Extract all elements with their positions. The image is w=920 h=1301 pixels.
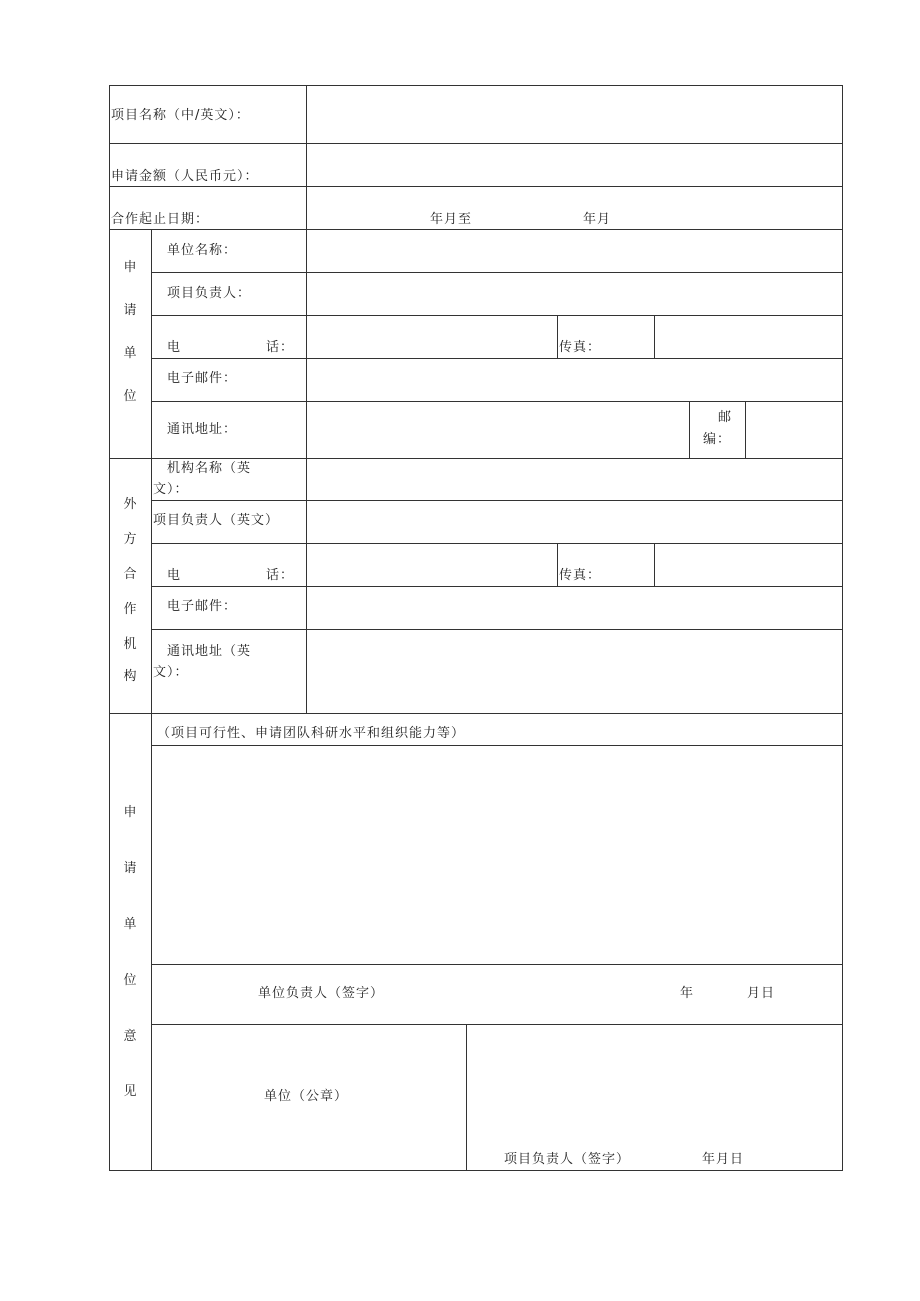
table-rule [151, 401, 843, 402]
unit-head-date-month-day: 月日 [747, 986, 776, 1001]
table-rule [109, 186, 843, 187]
leader-signature-label: 项目负责人（签字） [504, 1152, 631, 1167]
applicant-phone-label-2: 话： [266, 340, 295, 355]
table-rule [151, 629, 843, 630]
table-rule [557, 543, 558, 587]
table-rule [654, 315, 655, 359]
amount-label: 申请金额（人民币元）： [111, 169, 259, 184]
partner-email-label: 电子邮件： [167, 599, 238, 614]
table-rule [306, 229, 307, 714]
opinion-side-char: 申 [123, 805, 137, 820]
postcode-label-2: 编： [703, 432, 732, 447]
applicant-side-char: 请 [123, 303, 137, 318]
partner-side-char: 机 [123, 637, 137, 652]
opinion-side-char: 单 [123, 917, 137, 932]
partner-side-char: 方 [123, 532, 137, 547]
table-rule [151, 745, 843, 746]
partner-side-char: 作 [123, 602, 137, 617]
applicant-email-label: 电子邮件： [167, 371, 238, 386]
period-from: 年月至 [430, 212, 473, 227]
table-rule [654, 543, 655, 587]
table-rule [689, 401, 690, 459]
opinion-hint: （项目可行性、申请团队科研水平和组织能力等） [157, 726, 466, 741]
unit-name-label: 单位名称： [167, 243, 238, 258]
applicant-phone-label-1: 电 [167, 340, 182, 355]
unit-head-signature-label: 单位负责人（签字） [258, 986, 385, 1001]
applicant-side-char: 申 [123, 260, 137, 275]
partner-org-name-label-2: 文）： [153, 482, 189, 497]
period-label: 合作起止日期： [111, 212, 210, 227]
table-rule [151, 500, 843, 501]
table-rule [466, 1024, 467, 1171]
table-rule [745, 401, 746, 459]
partner-address-label-1: 通讯地址（英 [167, 644, 252, 659]
table-rule [151, 964, 843, 965]
applicant-side-char: 单 [123, 346, 137, 361]
partner-side-char: 构 [123, 669, 137, 684]
opinion-side-char: 见 [123, 1084, 137, 1099]
partner-leader-label: 项目负责人（英文） [153, 513, 280, 528]
project-name-label: 项目名称（中/英文）： [111, 108, 250, 123]
unit-head-date-year: 年 [680, 986, 695, 1001]
opinion-side-char: 请 [123, 861, 137, 876]
partner-phone-label-1: 电 [167, 568, 182, 583]
table-rule [151, 315, 843, 316]
postcode-label-1: 邮 [718, 410, 733, 425]
table-rule [109, 85, 843, 86]
applicant-fax-label: 传真： [559, 340, 602, 355]
applicant-side-char: 位 [123, 389, 137, 404]
table-rule [306, 85, 307, 230]
applicant-address-label: 通讯地址： [167, 422, 238, 437]
table-rule [109, 143, 843, 144]
opinion-side-char: 位 [123, 973, 137, 988]
table-rule [151, 543, 843, 544]
table-rule [151, 229, 152, 1171]
table-rule [151, 358, 843, 359]
partner-org-name-label-1: 机构名称（英 [167, 461, 252, 476]
unit-seal-label: 单位（公章） [264, 1089, 349, 1104]
table-rule [557, 315, 558, 359]
opinion-side-char: 意 [123, 1029, 137, 1044]
period-to: 年月 [583, 212, 612, 227]
table-rule [151, 1024, 843, 1025]
table-rule [151, 586, 843, 587]
table-rule [151, 272, 843, 273]
table-rule [842, 85, 843, 1171]
applicant-leader-label: 项目负责人： [167, 286, 252, 301]
partner-side-char: 外 [123, 497, 137, 512]
application-form [109, 85, 843, 1170]
table-rule [109, 229, 843, 230]
table-rule [109, 1170, 843, 1171]
partner-phone-label-2: 话： [266, 568, 295, 583]
table-rule [109, 713, 843, 714]
partner-side-char: 合 [123, 567, 137, 582]
table-rule [109, 85, 110, 1171]
partner-fax-label: 传真： [559, 568, 602, 583]
partner-address-label-2: 文）： [153, 665, 189, 680]
leader-signature-date: 年月日 [702, 1152, 745, 1167]
